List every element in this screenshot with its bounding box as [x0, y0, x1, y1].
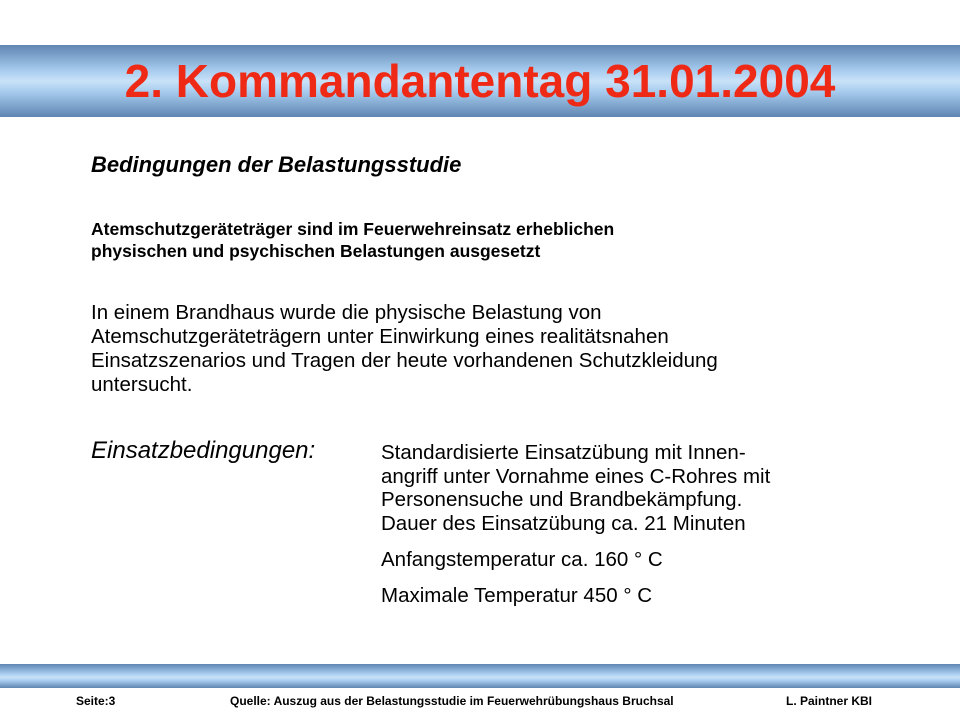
slide-title: 2. Kommandantentag 31.01.2004 — [124, 55, 836, 107]
footer-page-number: Seite:3 — [76, 694, 116, 708]
regular-paragraph-line: untersucht. — [91, 373, 193, 396]
footer-bar — [0, 664, 960, 688]
einsatz-description-line: Personensuche und Brandbekämpfung. — [381, 488, 743, 511]
bold-paragraph — [91, 218, 871, 262]
max-temperature: Maximale Temperatur 450 ° C — [381, 584, 653, 607]
bold-paragraph-line: Atemschutzgeräteträger sind im Feuerwehreinsatz erheblichen — [91, 219, 615, 239]
regular-paragraph-line: In einem Brandhaus wurde die physische Belastung von — [91, 301, 602, 324]
einsatz-description-line: angriff unter Vornahme eines C-Rohres mit — [381, 464, 771, 488]
einsatz-label: Einsatzbedingungen: — [91, 437, 316, 464]
bold-paragraph-line: physischen und psychischen Belastungen ausgesetzt — [91, 241, 541, 261]
footer-source: Quelle: Auszug aus der Belastungsstudie im Feuerwehrübungshaus Bruchsal — [230, 694, 674, 708]
start-temperature: Anfangstemperatur ca. 160 ° C — [381, 548, 663, 571]
regular-paragraph-line: Atemschutzgeräteträgern unter Einwirkung eines realitätsnahen — [91, 325, 669, 348]
subtitle: Bedingungen der Belastungsstudie — [91, 152, 462, 177]
einsatz-description-line: Standardisierte Einsatzübung mit Innen- — [381, 441, 746, 464]
footer-author: L. Paintner KBI — [786, 694, 873, 708]
regular-paragraph-line: Einsatzszenarios und Tragen der heute vorhandenen Schutzkleidung — [91, 349, 718, 372]
einsatz-description — [381, 441, 901, 535]
regular-paragraph — [91, 301, 871, 397]
einsatz-description-line: Dauer des Einsatzübung ca. 21 Minuten — [381, 511, 746, 535]
